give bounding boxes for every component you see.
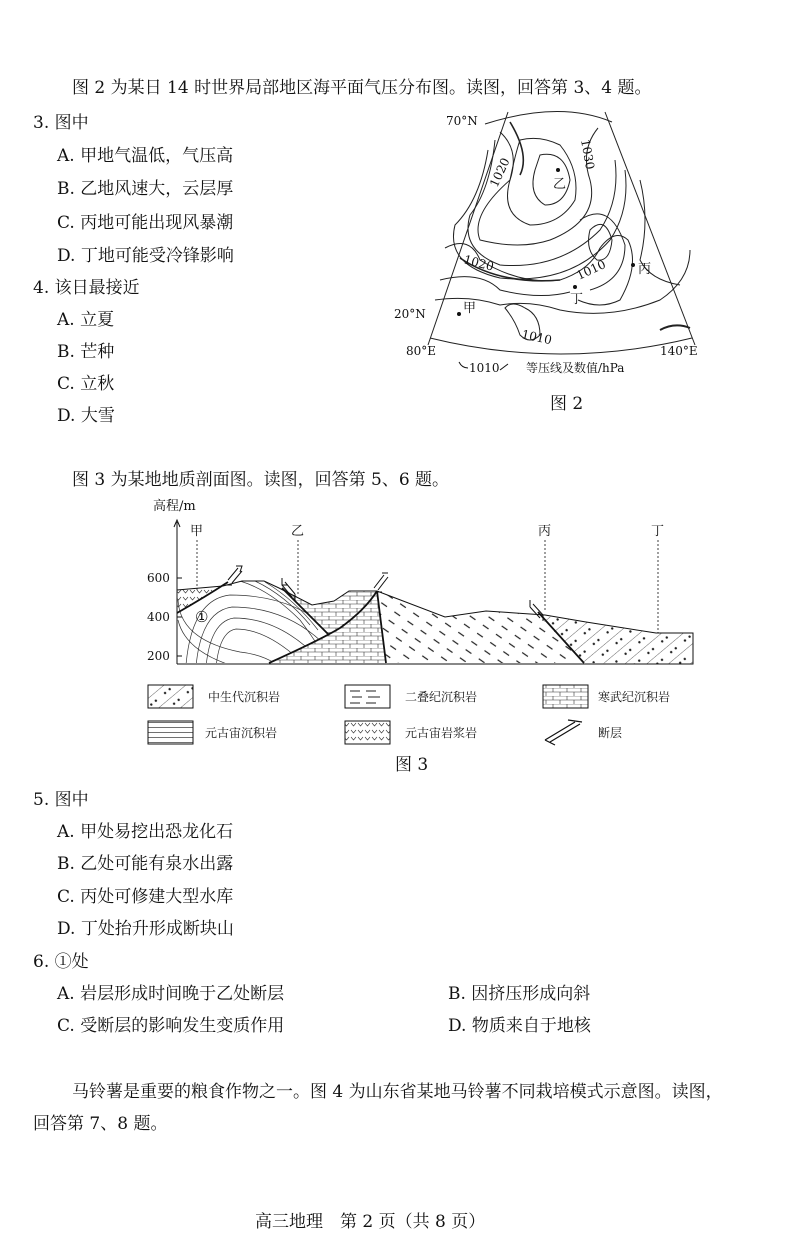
map-legend bbox=[459, 360, 624, 375]
option-c[interactable]: C. 丙处可修建大型水库 bbox=[57, 887, 234, 907]
option-b[interactable]: B. 乙处可能有泉水出露 bbox=[57, 854, 234, 874]
y-tick-600: 600 bbox=[147, 571, 170, 585]
option-d[interactable]: D. 丁处抬升形成断块山 bbox=[57, 919, 234, 939]
map-bottom-arc bbox=[430, 338, 692, 354]
cambrian-sedimentary bbox=[269, 588, 386, 663]
lat-70n-label: 70°N bbox=[446, 114, 478, 128]
lon-80e-label: 80°E bbox=[406, 344, 437, 358]
option-b[interactable]: B. 乙地风速大，云层厚 bbox=[57, 179, 234, 199]
profile-legend bbox=[148, 685, 670, 745]
fig3-caption: 图 3 bbox=[395, 755, 429, 775]
isobar-label-1010: 1010 bbox=[574, 257, 608, 283]
y-axis-label: 高程/m bbox=[153, 499, 196, 514]
point-bing: 丙 bbox=[638, 262, 652, 277]
question-stem: 4. 该日最接近 bbox=[33, 278, 140, 298]
point-yi: 乙 bbox=[553, 177, 567, 192]
svg-text:寒武纪沉积岩: 寒武纪沉积岩 bbox=[598, 690, 671, 704]
profile-point-yi: 乙 bbox=[291, 524, 305, 539]
option-a[interactable]: A. 立夏 bbox=[57, 310, 115, 330]
svg-text:元古宙岩浆岩: 元古宙岩浆岩 bbox=[405, 726, 478, 740]
y-tick-200: 200 bbox=[147, 649, 170, 663]
isobar-map bbox=[380, 105, 740, 385]
option-d[interactable]: D. 丁地可能受冷锋影响 bbox=[57, 246, 234, 266]
isobar-label-1030: 1030 bbox=[578, 138, 598, 171]
page-footer: 高三地理 第 2 页（共 8 页） bbox=[255, 1212, 486, 1232]
point-jia: 甲 bbox=[463, 301, 477, 316]
lon-140e-label: 140°E bbox=[660, 344, 698, 358]
option-d[interactable]: D. 物质来自于地核 bbox=[448, 1016, 591, 1036]
option-a[interactable]: A. 甲处易挖出恐龙化石 bbox=[57, 822, 234, 842]
option-c[interactable]: C. 受断层的影响发生变质作用 bbox=[57, 1016, 285, 1036]
svg-text:等压线及数值/hPa: 等压线及数值/hPa bbox=[526, 361, 625, 375]
profile-point-bing: 丙 bbox=[538, 524, 552, 539]
option-a[interactable]: A. 岩层形成时间晚于乙处断层 bbox=[57, 984, 285, 1004]
option-d[interactable]: D. 大雪 bbox=[57, 406, 115, 426]
marker-1: ① bbox=[195, 608, 209, 626]
intro-fig3: 图 3 为某地地质剖面图。读图，回答第 5、6 题。 bbox=[72, 470, 450, 490]
svg-text:二叠纪沉积岩: 二叠纪沉积岩 bbox=[405, 690, 478, 704]
intro-fig4-line2: 回答第 7、8 题。 bbox=[33, 1114, 168, 1134]
option-c[interactable]: C. 丙地可能出现风暴潮 bbox=[57, 213, 234, 233]
isobar-label-1010: 1010 bbox=[520, 327, 554, 348]
option-b[interactable]: B. 芒种 bbox=[57, 342, 115, 362]
geologic-profile bbox=[130, 490, 710, 750]
intro-fig2: 图 2 为某日 14 时世界局部地区海平面气压分布图。读图，回答第 3、4 题。 bbox=[72, 78, 652, 98]
option-c[interactable]: C. 立秋 bbox=[57, 374, 115, 394]
svg-text:中生代沉积岩: 中生代沉积岩 bbox=[208, 690, 281, 704]
svg-text:断层: 断层 bbox=[598, 726, 623, 740]
svg-text:1010: 1010 bbox=[469, 361, 500, 375]
lat-20n-label: 20°N bbox=[394, 307, 426, 321]
fig2-caption: 图 2 bbox=[550, 394, 584, 414]
profile-point-jia: 甲 bbox=[190, 524, 204, 539]
option-a[interactable]: A. 甲地气温低，气压高 bbox=[57, 146, 234, 166]
point-ding: 丁 bbox=[570, 292, 584, 307]
isobar-label-1020: 1020 bbox=[462, 252, 496, 274]
intro-fig4-line1: 马铃薯是重要的粮食作物之一。图 4 为山东省某地马铃薯不同栽培模式示意图。读图， bbox=[72, 1082, 723, 1102]
isobar-label-1020: 1020 bbox=[487, 155, 513, 190]
y-tick-400: 400 bbox=[147, 610, 170, 624]
question-stem: 3. 图中 bbox=[33, 113, 89, 133]
profile-point-ding: 丁 bbox=[651, 524, 665, 539]
svg-text:元古宙沉积岩: 元古宙沉积岩 bbox=[205, 726, 278, 740]
question-stem: 6. ①处 bbox=[33, 952, 89, 972]
option-b[interactable]: B. 因挤压形成向斜 bbox=[448, 984, 591, 1004]
question-stem: 5. 图中 bbox=[33, 790, 89, 810]
